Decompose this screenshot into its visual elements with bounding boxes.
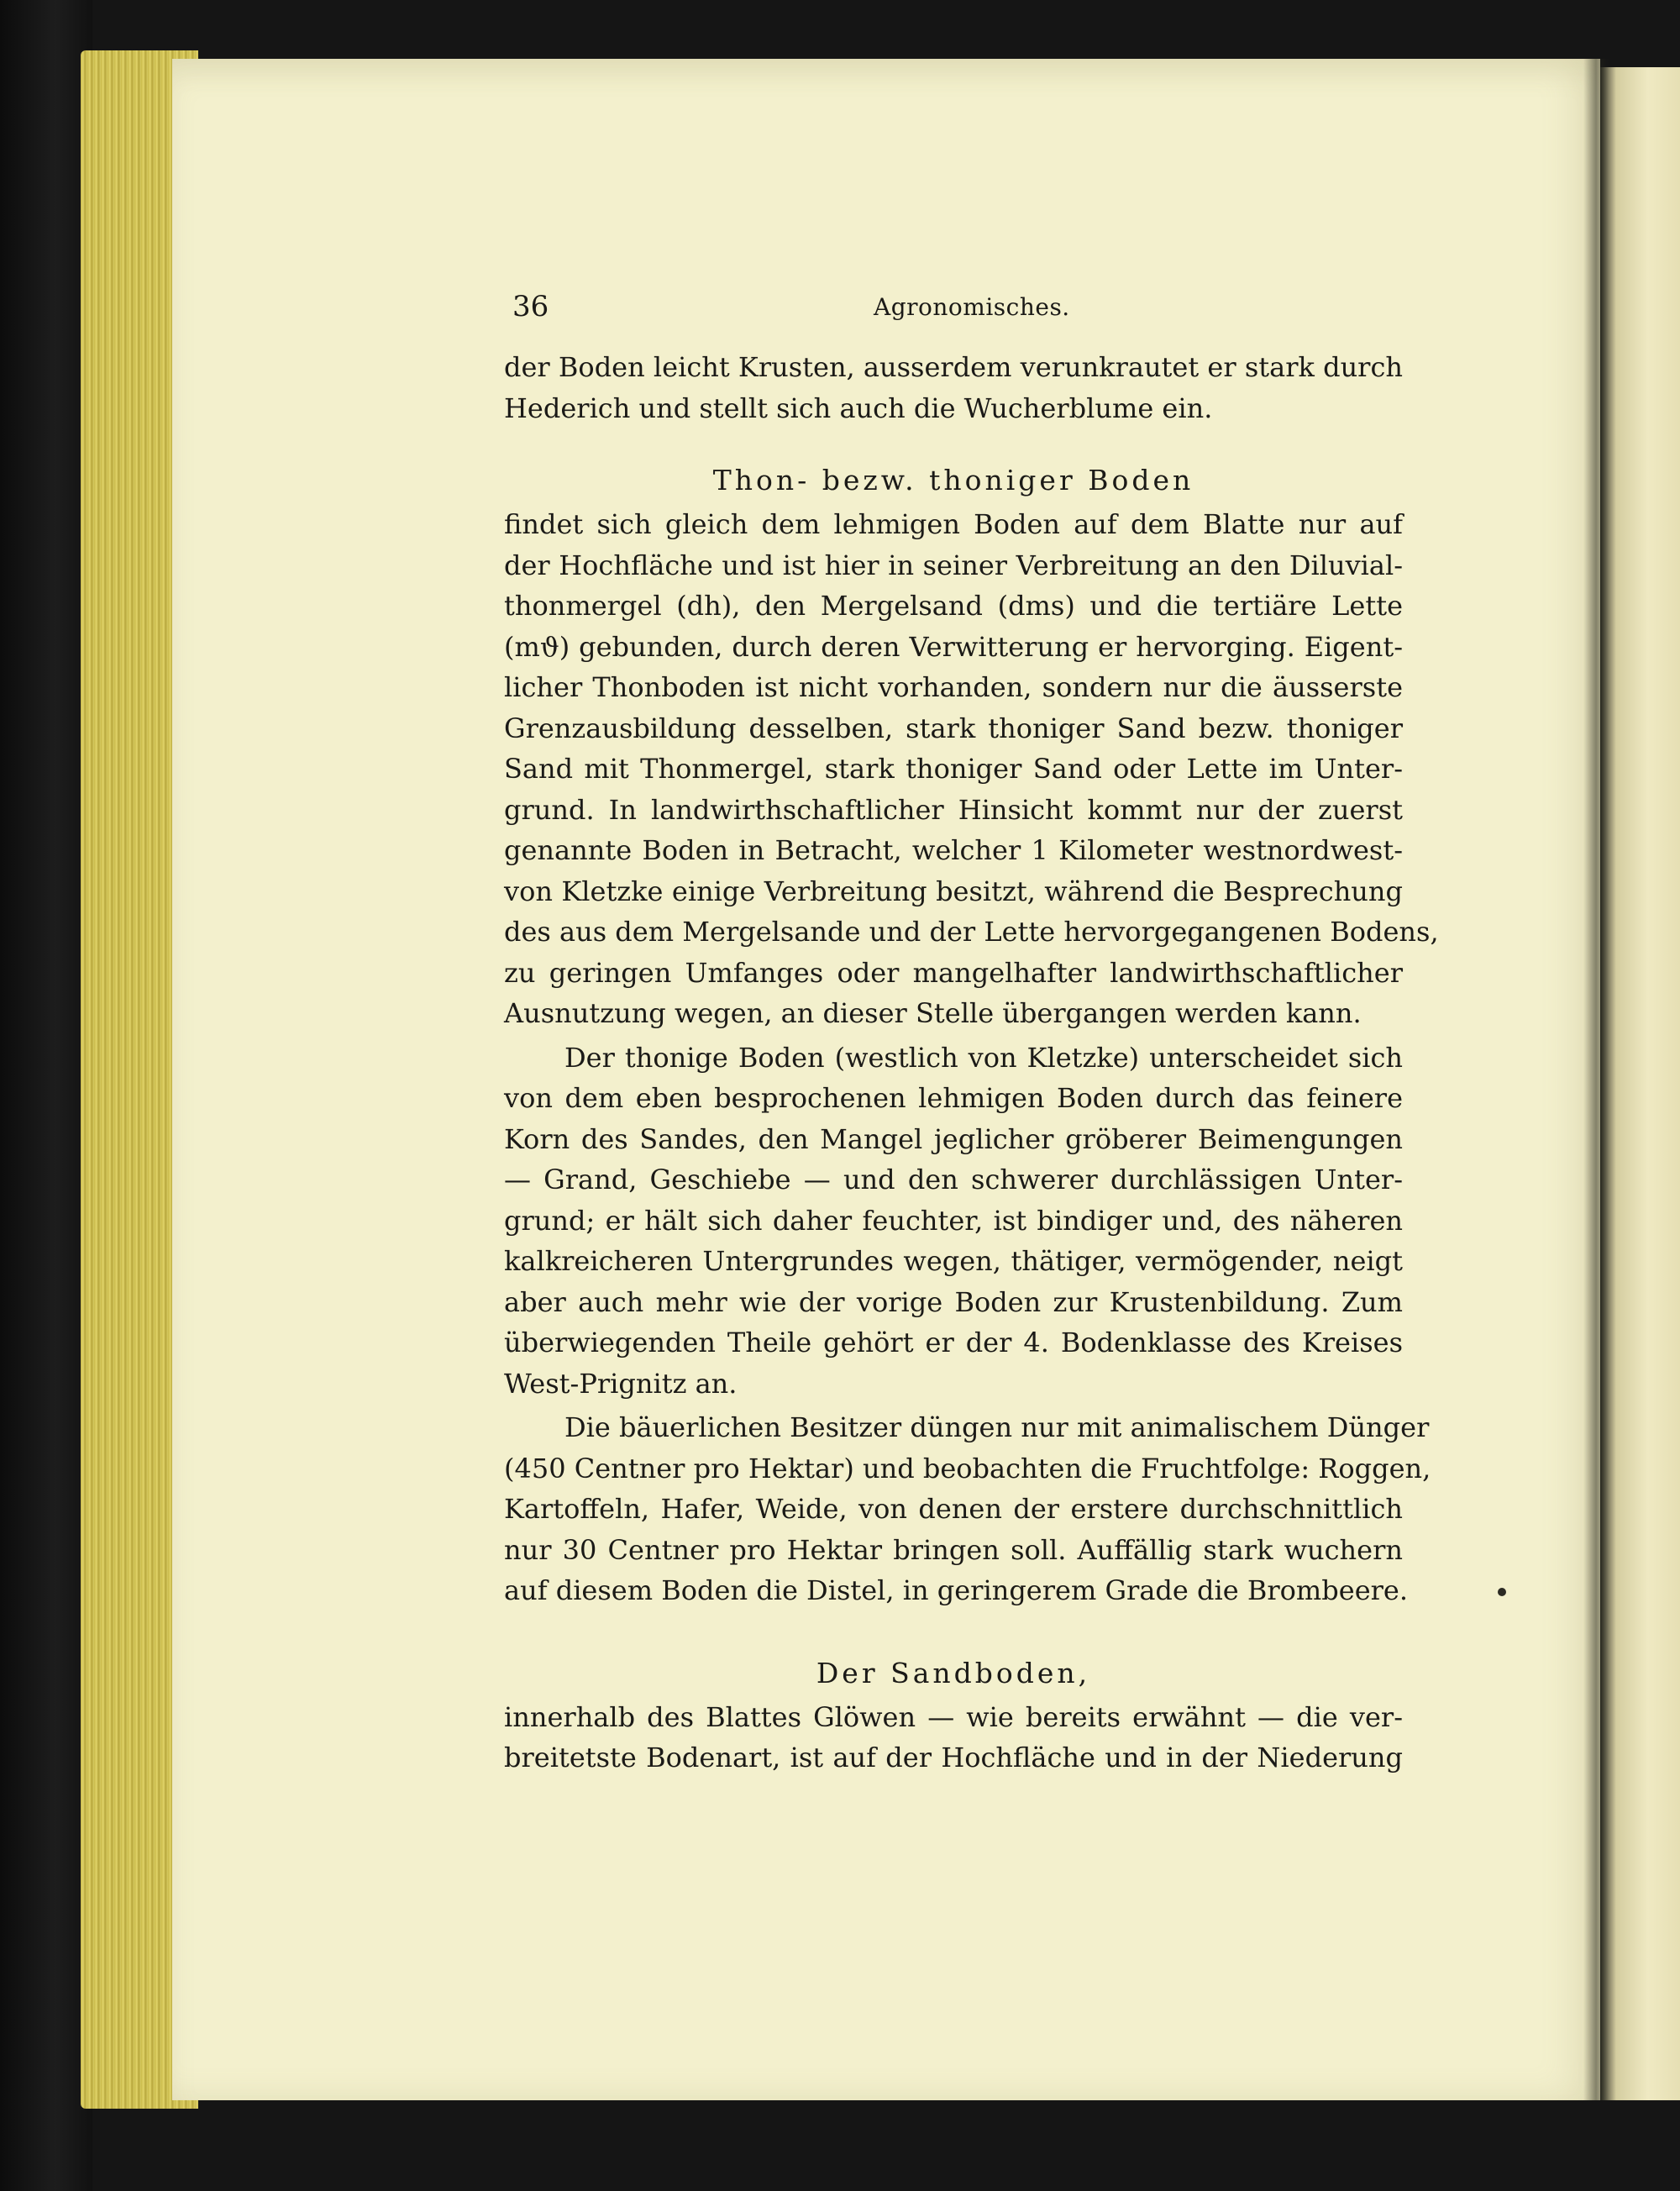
text-line: Grenzausbildung desselben, stark thoniger Sand bezw. thoniger <box>504 712 1403 744</box>
running-title: Agronomisches. <box>874 293 1070 321</box>
text-line: genannte Boden in Betracht, welcher 1 Kilometer westnordwest- <box>504 834 1403 866</box>
text-line: der Boden leicht Krusten, ausserdem verunkrautet er stark durch <box>504 351 1403 383</box>
text-line: breitetste Bodenart, ist auf der Hochfläche und in der Niederung <box>504 1742 1403 1773</box>
text-line: licher Thonboden ist nicht vorhanden, sondern nur die äusserste <box>504 671 1403 703</box>
text-line: — Grand, Geschiebe — und den schwerer durchlässigen Unter- <box>504 1164 1403 1195</box>
ink-speck <box>1498 1588 1506 1596</box>
page-text-block <box>504 290 1439 1779</box>
thon-paragraph-1 <box>504 504 1439 1034</box>
text-line: Korn des Sandes, den Mangel jeglicher gröberer Beimengungen <box>504 1122 1403 1155</box>
text-line: Ausnutzung wegen, an dieser Stelle übergangen werden kann. <box>504 997 1362 1029</box>
text-line: West-Prignitz an. <box>504 1367 738 1400</box>
intro-paragraph <box>504 347 1403 428</box>
text-line: des aus dem Mergelsande und der Lette hervorgegangenen Bodens, <box>504 916 1439 948</box>
section-heading-sand: Der Sandboden, <box>816 1656 1091 1689</box>
book-cover-edge <box>0 0 92 2191</box>
text-line: Hederich und stellt sich auch die Wucherblume ein. <box>504 391 1213 424</box>
text-line: Kartoffeln, Hafer, Weide, von denen der erstere durchschnittlich <box>504 1493 1403 1525</box>
text-line: findet sich gleich dem lehmigen Boden auf dem Blatte nur auf <box>504 508 1403 540</box>
text-line: (450 Centner pro Hektar) und beobachten die Fruchtfolge: Roggen, <box>504 1452 1431 1484</box>
text-line: innerhalb des Blattes Glöwen — wie bereits erwähnt — die ver- <box>504 1700 1403 1733</box>
thon-paragraph-3 <box>504 1407 1431 1611</box>
text-line: auf diesem Boden die Distel, in geringerem Grade die Brombeere. <box>504 1574 1409 1606</box>
text-line: der Hochfläche und ist hier in seiner Verbreitung an den Diluvial- <box>504 549 1403 581</box>
text-line: kalkreicheren Untergrundes wegen, thätiger, vermögender, neigt <box>504 1245 1403 1277</box>
text-line: (mϑ) gebunden, durch deren Verwitterung er hervorging. Eigent- <box>504 630 1403 663</box>
section-heading-thon: Thon- bezw. thoniger Boden <box>712 464 1194 497</box>
text-line: nur 30 Centner pro Hektar bringen soll. Auffällig stark wuchern <box>504 1533 1403 1566</box>
text-line: Die bäuerlichen Besitzer düngen nur mit animalischem Dünger <box>564 1411 1430 1443</box>
text-line: thonmergel (dh), den Mergelsand (dms) und die tertiäre Lette <box>504 590 1403 622</box>
sand-paragraph <box>504 1697 1403 1779</box>
book-gutter <box>1583 59 1609 2100</box>
text-line: von Kletzke einige Verbreitung besitzt, während die Besprechung <box>504 875 1403 907</box>
running-head <box>504 290 1403 332</box>
text-line: von dem eben besprochenen lehmigen Boden durch das feinere <box>504 1082 1403 1114</box>
text-line: grund; er hält sich daher feuchter, ist bindiger und, des näheren <box>504 1204 1403 1237</box>
text-line: Der thonige Boden (westlich von Kletzke) unterscheidet sich <box>564 1041 1403 1074</box>
text-line: Sand mit Thonmergel, stark thoniger Sand oder Lette im Unter- <box>504 753 1403 785</box>
thon-paragraph-2 <box>504 1038 1403 1405</box>
text-line: überwiegenden Theile gehört er der 4. Bodenklasse des Kreises <box>504 1327 1403 1358</box>
text-line: aber auch mehr wie der vorige Boden zur Krustenbildung. Zum <box>504 1285 1403 1318</box>
text-line: zu geringen Umfanges oder mangelhafter landwirthschaftlicher <box>504 956 1403 989</box>
text-line: grund. In landwirthschaftlicher Hinsicht kommt nur der zuerst <box>504 793 1403 826</box>
page-number: 36 <box>512 290 549 323</box>
facing-page-edge <box>1600 67 1680 2100</box>
